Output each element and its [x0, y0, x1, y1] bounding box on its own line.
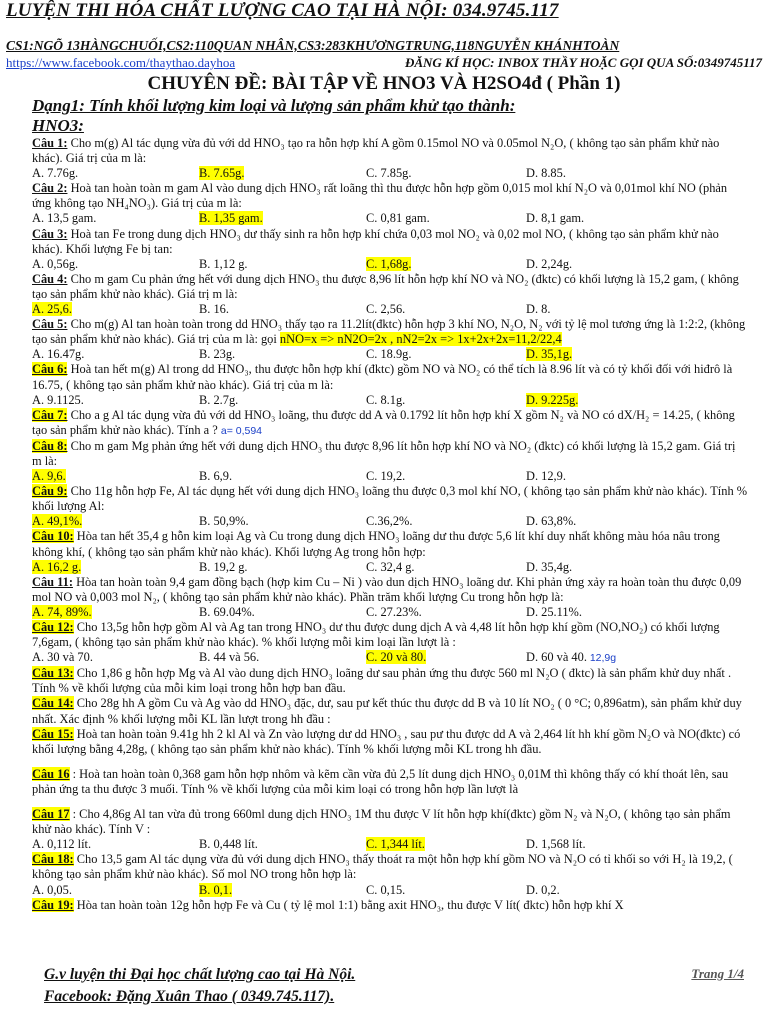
question-number: Câu 10: [32, 529, 74, 544]
answer-text: A. 49,1%. [32, 514, 83, 529]
answer-text: B. 23g. [199, 347, 236, 362]
answer-option [366, 605, 526, 620]
header-addresses: CS1:NGÕ 13HÀNGCHUỐI,CS2:110QUAN NHÂN,CS3:283KHƯƠNGTRUNG,118NGUYỄN KHÁNHTOÀN [6, 38, 620, 53]
question-text: Hòa tan hết 35,4 g hỗn kim loại Ag và Cu trong dung dịch HNO₃ loãng dư thu được 5,6 lít khí duy nhất không màu hóa nâu trong không khí, ( không tạo sản phẩm khử nào khác). Khối lượng Ag trong hỗn hợp: [32, 529, 720, 559]
answer-option [199, 393, 366, 408]
question-3 [32, 227, 748, 257]
answer-option [366, 393, 526, 408]
question-number: Câu 17 [32, 807, 70, 822]
answer-text: C. 19,2. [366, 469, 406, 484]
answer-row [32, 883, 748, 898]
question-number: Câu 6: [32, 362, 68, 377]
answer-option [32, 393, 199, 408]
answer-text: C. 1,68g. [366, 256, 412, 271]
question-number: Câu 12: [32, 620, 74, 634]
answer-row [32, 302, 748, 317]
answer-option [526, 605, 686, 620]
answer-text: D. 12,9. [526, 469, 566, 484]
answer-option [199, 211, 366, 226]
answer-text: B. 0,1. [199, 882, 233, 897]
question-text: Cho m(g) Al tác dụng vừa đủ với dd HNO₃ tạo ra hỗn hợp khí A gồm 0.15mol NO và 0.05mol N₂O, ( không tạo sản phẩm khử nào khác). Giá trị của m là: [32, 136, 720, 166]
answer-text: B. 0,448 lít. [199, 837, 258, 852]
document-title: CHUYÊN ĐỀ: BÀI TẬP VỀ HNO3 VÀ H2SO4đ ( Phần 1) [147, 73, 621, 94]
answer-text: D. 1,568 lít. [526, 837, 586, 852]
answer-text: D. 35,1g. [526, 347, 573, 362]
answer-text: B. 1,12 g. [199, 256, 248, 271]
answer-text: D. 25.11%. [526, 604, 582, 619]
question-text: Cho 11g hỗn hợp Fe, Al tác dụng hết với dung dịch HNO₃ loãng thu được 0,3 mol khí NO, ( không tạo sản phẩm khử nào khác). Tính % khối lượng Al: [32, 484, 748, 514]
answer-text: C. 27.23%. [366, 604, 422, 619]
answer-text: C. 7.85g. [366, 166, 412, 181]
question-19 [32, 898, 748, 913]
answer-option [366, 166, 526, 181]
answer-text: B. 6,9. [199, 469, 233, 484]
answer-text: A. 16,2 g. [32, 559, 82, 574]
answer-text: A. 13,5 gam. [32, 211, 97, 226]
answer-text: C. 1,344 lít. [366, 837, 425, 852]
answer-row [32, 393, 748, 408]
solution-hint: nNO=x => nN2O=2x , nN2=2x => 1x+2x+2x=11,2/22,4 [279, 332, 562, 347]
question-13 [32, 666, 748, 696]
answer-option [199, 347, 366, 362]
header-title: LUYỆN THI HÓA CHẤT LƯỢNG CAO TẠI HÀ NỘI: 034.9745.117 [6, 0, 559, 21]
answer-row [32, 650, 748, 666]
answer-option [366, 560, 526, 575]
answer-option [32, 257, 199, 272]
question-number: Câu 7: [32, 407, 68, 422]
question-number: Câu 14: [32, 696, 74, 711]
answer-text: C. 32,4 g. [366, 559, 415, 574]
answer-option [199, 883, 366, 898]
register-note: ĐĂNG KÍ HỌC: INBOX THẦY HOẶC GỌI QUA SỐ:0349745117 [404, 55, 762, 70]
answer-option [526, 469, 686, 484]
question-12 [32, 620, 748, 650]
answer-option [526, 393, 686, 408]
question-7 [32, 408, 748, 439]
question-text: Cho m(g) Al tan hoàn toàn trong dd HNO₃ thấy tạo ra 11.2lít(đktc) hỗn hợp 3 khí NO, N₂O, N₂ với tỷ lệ mol tương ứng là 1:2:2, (không tạo sản phẩm khử nào khác). Giá trị của m là: gọi [32, 317, 746, 347]
answer-option [32, 883, 199, 898]
handwritten-note: 12,9g [586, 652, 617, 665]
question-number: Câu 15: [32, 726, 74, 741]
answer-text: C. 18.9g. [366, 347, 412, 362]
spacer [32, 757, 748, 767]
answer-row [32, 837, 748, 852]
answer-option [199, 257, 366, 272]
answer-option [526, 560, 686, 575]
question-17 [32, 807, 748, 837]
question-10 [32, 529, 748, 559]
answer-option [199, 650, 366, 666]
answer-text: C. 8.1g. [366, 392, 406, 407]
answer-option [32, 560, 199, 575]
answer-option [366, 514, 526, 529]
question-number: Câu 1: [32, 136, 68, 150]
answer-option [526, 347, 686, 362]
question-number: Câu 2: [32, 181, 68, 196]
question-number: Câu 9: [32, 484, 68, 499]
answer-option [32, 514, 199, 529]
answer-row [32, 514, 748, 529]
answer-option [199, 302, 366, 317]
subsection-heading: HNO3: [32, 116, 84, 135]
question-list [32, 136, 748, 913]
answer-option [199, 560, 366, 575]
answer-option [526, 650, 686, 666]
question-text: Hòa tan hoàn toàn 12g hỗn hợp Fe và Cu ( tỷ lệ mol 1:1) bằng axit HNO₃, thu được V lít( đktc) hỗn hợp khí X [76, 897, 624, 912]
answer-text: B. 7.65g. [199, 166, 245, 181]
question-number: Câu 5: [32, 317, 68, 332]
question-text: Cho m gam Mg phản ứng hết với dung dịch HNO₃ thu được 8,96 lít hỗn hợp khí NO và NO₂ (đktc) có khối lượng là 15,2 gam. Giá trị m là: [32, 438, 736, 468]
footer-teacher: G.v luyện thi Đại học chất lượng cao tại Hà Nội. [44, 966, 356, 983]
answer-text: B. 16. [199, 302, 229, 317]
answer-text: A. 9,6. [32, 469, 66, 484]
question-text: Cho 1,86 g hỗn hợp Mg và Al vào dung dịch HNO₃ loãng dư sau phản ứng thu được 560 ml N₂O ( đktc) là sản phẩm khử duy nhất . Tính % về khối lượng của mỗi kim loại trong hỗn hợp ban đầu. [32, 666, 732, 696]
answer-text: D. 63,8%. [526, 514, 577, 529]
answer-text: A. 25,6. [32, 302, 72, 317]
answer-text: A. 30 và 70. [32, 650, 93, 665]
answer-option [526, 514, 686, 529]
answer-text: A. 9.1125. [32, 392, 84, 407]
answer-text: D. 8.85. [526, 166, 566, 181]
question-text: Cho 13,5 gam Al tác dụng vừa đủ với dung dịch HNO₃ thấy thoát ra một hỗn hợp khí gồm NO và N₂O có tỉ khối so với H₂ là 19,2, ( không tạo sản phẩm khử nào khác). Số mol NO trong hỗn hợp là: [32, 852, 733, 882]
question-4 [32, 272, 748, 302]
question-number: Câu 13: [32, 666, 74, 681]
question-15 [32, 727, 748, 757]
answer-option [366, 469, 526, 484]
answer-text: B. 50,9%. [199, 514, 249, 529]
answer-text: C. 0,15. [366, 882, 406, 897]
answer-option [32, 650, 199, 666]
spacer [32, 797, 748, 807]
answer-text: D. 35,4g. [526, 559, 573, 574]
answer-option [526, 837, 686, 852]
answer-row [32, 347, 748, 362]
question-1 [32, 136, 748, 166]
answer-text: A. 16.47g. [32, 347, 85, 362]
question-16 [32, 767, 748, 797]
answer-text: B. 69.04%. [199, 604, 255, 619]
answer-row [32, 560, 748, 575]
answer-option [199, 514, 366, 529]
question-text: Cho a g Al tác dụng vừa đủ với dd HNO₃ loãng, thu được dd A và 0.1792 lít hỗn hợp khí X gồm N₂ và NO có dX/H₂ = 14.25, ( không tạo sản phẩm khử nào khác). Tính a ? [32, 407, 735, 437]
answer-text: B. 19,2 g. [199, 559, 248, 574]
answer-text: D. 60 và 40. [526, 650, 587, 665]
answer-row [32, 605, 748, 620]
answer-row [32, 166, 748, 181]
question-number: Câu 8: [32, 438, 68, 453]
answer-option [32, 469, 199, 484]
answer-option [366, 211, 526, 226]
answer-option [366, 650, 526, 666]
page-footer [44, 966, 744, 1005]
question-number: Câu 4: [32, 271, 68, 286]
question-text: : Cho 4,86g Al tan vừa đủ trong 660ml dung dịch HNO₃ 1M thu được V lít hỗn hợp khí(đktc) gồm N₂ và N₂O, ( không tạo sản phẩm khử nào khác). Tính V : [32, 807, 731, 837]
answer-option [526, 166, 686, 181]
answer-option [526, 302, 686, 317]
section-heading: Dạng1: Tính khối lượng kim loại và lượng sản phẩm khử tạo thành: [32, 96, 516, 115]
answer-text: B. 2.7g. [199, 392, 239, 407]
answer-row [32, 469, 748, 484]
question-6 [32, 362, 748, 392]
page-number: Trang 1/4 [691, 966, 744, 981]
answer-option [366, 347, 526, 362]
question-number: Câu 19: [32, 897, 74, 912]
question-9 [32, 484, 748, 514]
answer-text: D. 0,2. [526, 882, 560, 897]
question-text: Hoà tan hoàn toàn m gam Al vào dung dịch HNO₃ rất loãng thì thu được hỗn hợp gồm 0,015 mol khí N₂O và 0,01mol khí NO (phản ứng không tạo NH₄NO₃). Giá trị của m là: [32, 181, 728, 211]
question-text: : Hoà tan hoàn toàn 0,368 gam hỗn hợp nhôm và kẽm cần vừa đủ 2,5 lít dung dịch HNO₃ 0,01M thì không thấy có khí thoát lên, sau phản ứng ta thu được 3 muối. Tính % về khối lượng của mỗi kim loại có trong hỗn hợp lần lượt là [32, 766, 729, 796]
answer-option [32, 837, 199, 852]
header-contact [6, 55, 762, 71]
answer-text: C. 0,81 gam. [366, 211, 430, 226]
question-number: Câu 3: [32, 226, 68, 241]
question-number: Câu 16 [32, 766, 70, 781]
answer-text: A. 7.76g. [32, 166, 79, 181]
question-14 [32, 696, 748, 726]
answer-option [32, 211, 199, 226]
footer-facebook: Facebook: Đặng Xuân Thao ( 0349.745.117). [44, 988, 335, 1005]
question-2 [32, 181, 748, 211]
answer-text: D. 9.225g. [526, 392, 579, 407]
answer-option [526, 883, 686, 898]
answer-option [366, 883, 526, 898]
answer-option [32, 347, 199, 362]
question-text: Cho m gam Cu phản ứng hết với dung dịch HNO₃ thu được 8,96 lít hỗn hợp khí NO và NO₂ (đktc) có khối lượng là 15,2 gam, ( không tạo sản phẩm khử nào khác). Giá trị m là: [32, 271, 739, 301]
question-text: Cho 13,5g hỗn hợp gồm Al và Ag tan trong HNO₃ dư thu được dung dịch A và 4,48 lít hỗn hợp khí gồm (NO,NO₂) có khối lượng 7,6gam, ( không tạo sản phẩm khử nào khác). % khối lượng mỗi kim loại lần lượt là : [32, 620, 720, 650]
answer-text: B. 44 và 56. [199, 650, 260, 665]
answer-text: D. 2,24g. [526, 256, 573, 271]
answer-option [526, 257, 686, 272]
answer-option [366, 302, 526, 317]
answer-option [366, 257, 526, 272]
question-text: Hòa tan hoàn toàn 9,4 gam đồng bạch (hợp kim Cu – Ni ) vào dun dịch HNO₃ loãng dư. Khi phản ứng xảy ra hoàn toàn thu được 0,09 mol NO và 0,003 mol N₂, ( không tạo sản phẩm khử nào khác). Phần trăm khối lượng Cu trong hỗn hợp là: [32, 574, 742, 604]
answer-text: A. 0,05. [32, 882, 72, 897]
answer-option [199, 605, 366, 620]
answer-option [199, 837, 366, 852]
answer-text: C. 20 và 80. [366, 650, 427, 665]
answer-option [199, 166, 366, 181]
answer-text: C. 2,56. [366, 302, 406, 317]
answer-text: A. 0,112 lít. [32, 837, 92, 852]
question-number: Câu 11: [32, 574, 73, 589]
question-text: Hoà tan hoàn toàn 9.41g hh 2 kl Al và Zn vào lượng dư dd HNO₃ , sau pư thu được dd A và 2,464 lít hh khí gồm N₂O và NO(đktc) có khối lượng bằng 4,28g, ( không tạo sản phẩm khử nào khác). Tính % khối lượng mỗi KL trong hh đầu. [32, 726, 741, 756]
question-text: Hoà tan hết m(g) Al trong dd HNO₃, thu được hỗn hợp khí (đktc) gồm NO và NO₂ có thể tích là 8.96 lít và có tỷ khối đối với hiđrô là 16.75, ( không tạo sản phẩm khử nào khác). Giá trị của m là: [32, 362, 733, 392]
answer-option [32, 605, 199, 620]
answer-text: D. 8,1 gam. [526, 211, 585, 226]
answer-option [526, 211, 686, 226]
question-11 [32, 575, 748, 605]
answer-option [32, 166, 199, 181]
question-5 [32, 317, 748, 347]
answer-text: D. 8. [526, 302, 551, 317]
handwritten-note: a= 0,594 [220, 424, 263, 437]
answer-row [32, 211, 748, 226]
answer-text: A. 74, 89%. [32, 604, 92, 619]
answer-text: B. 1,35 gam. [199, 211, 263, 226]
question-text: Cho 28g hh A gồm Cu và Ag vào dd HNO₃ đặc, dư, sau pư kết thúc thu được dd B và 10 lít NO₂ ( 0 °C; 0,896atm), sản phẩm khử duy nhất. Xác định % khối lượng mỗi KL lần lượt trong hh đầu : [32, 696, 742, 726]
question-18 [32, 852, 748, 882]
answer-option [366, 837, 526, 852]
question-text: Hoà tan Fe trong dung dịch HNO₃ dư thấy sinh ra hỗn hợp khí chứa 0,03 mol NO₂ và 0,02 mol NO, ( không tạo sản phẩm khử nào khác). Khối lượng Fe bị tan: [32, 226, 719, 256]
answer-option [32, 302, 199, 317]
answer-row [32, 257, 748, 272]
question-number: Câu 18: [32, 852, 74, 867]
facebook-link[interactable]: https://www.facebook.com/thaythao.dayhoa [6, 55, 236, 70]
answer-text: A. 0,56g. [32, 256, 79, 271]
answer-option [199, 469, 366, 484]
question-8 [32, 439, 748, 469]
answer-text: C.36,2%. [366, 514, 413, 529]
